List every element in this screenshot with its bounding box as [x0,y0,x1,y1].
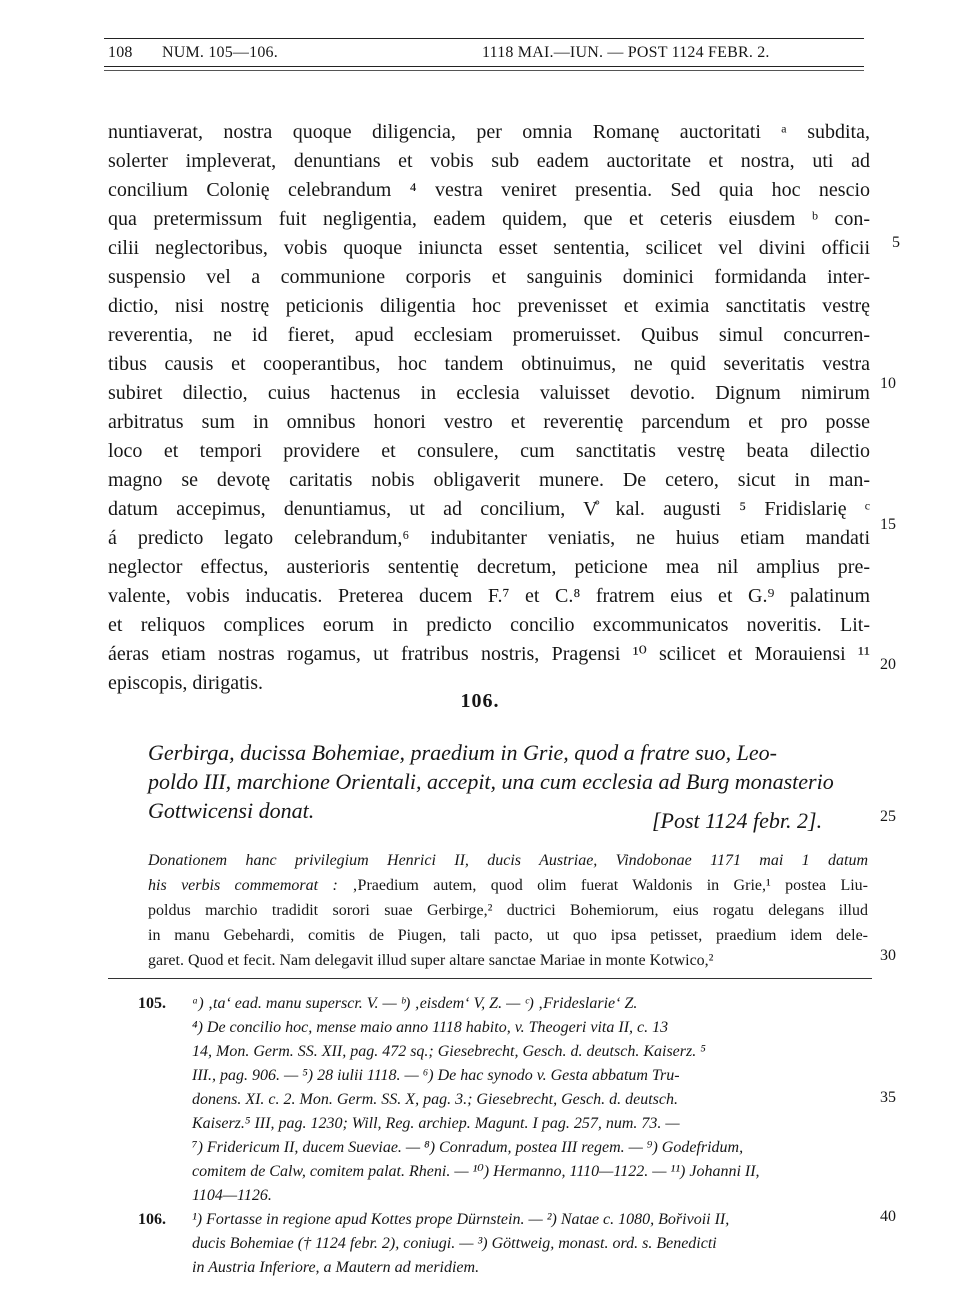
footnote-line: ducis Bohemiae († 1124 febr. 2), coniugi. — ³) Göttweig, monast. ord. s. Benedicti [192,1235,717,1252]
footnote-line: comitem de Calw, comitem palat. Rheni. — ¹⁰) Hermanno, 1110—1122. — ¹¹) Johanni II, [192,1163,760,1180]
line-number: 30 [880,947,896,964]
regest-line: Gerbirga, ducissa Bohemiae, praedium in Grie, quod a fratre suo, Leo- [148,740,777,765]
line-number: 40 [880,1208,896,1225]
document-numbers: NUM. 105—106. [162,44,278,61]
header-rule-bottom [104,66,864,67]
main-line: suspensio vel a communione corporis et sanguinis dominici formidanda inter- [108,266,870,288]
footnote-line: ᵃ) ‚ta‘ ead. manu superscr. V. — ᵇ) ‚eisdem‘ V, Z. — ᶜ) ‚Frideslarie‘ Z. [192,995,638,1012]
note-italic-phrase: his verbis commemorat : [148,877,338,894]
main-line: áeras etiam nostras rogamus, ut fratribus nostris, Pragensi ¹⁰ scilicet et Morauiensi ¹¹ [108,643,870,665]
footnotes-106 [138,1208,868,1280]
regest-line: poldo III, marchione Orientali, accepit, una cum ecclesia ad Burg monasterio [148,769,834,794]
line-number: 35 [880,1089,896,1106]
main-line: loco et tempori providere et consulere, cum sanctitatis vestrę beata dilectio [108,440,870,462]
main-line: arbitratus sum in omnibus honori vestro et reverentię parcendum et pro posse [108,411,870,433]
footnote-line: donens. XI. c. 2. Mon. Germ. SS. X, pag. 3.; Giesebrecht, Gesch. d. deutsch. [192,1091,678,1108]
page-number: 108 [108,44,133,61]
document-106-date: [Post 1124 febr. 2]. [652,808,823,833]
line-number: 25 [880,808,896,825]
main-line: magno se devotę caritatis nobis obligaverit munere. De cetero, sicut in man- [108,469,870,491]
main-line: neglector effectus, austerioris sententię decretum, peticione mea nil amplius pre- [108,556,870,578]
main-line: á predicto legato celebrandum,⁶ indubitanter veniatis, ne huius etiam mandati [108,527,870,549]
line-number: 10 [880,375,896,392]
note-line: in manu Gebehardi, comitis de Piugen, tali pacto, ut quo ipsa petisset, praedium idem dele- [148,927,868,944]
regest-line: Gottwicensi donat. [148,798,315,823]
footnote-separator [108,978,872,979]
footnote-line: ⁴) De concilio hoc, mense maio anno 1118 habito, v. Theogeri vita II, c. 13 [192,1019,669,1036]
footnote-line: ⁷) Fridericum II, ducem Sueviae. — ⁸) Conradum, postea III regem. — ⁹) Godefridum, [192,1139,744,1156]
document-106-regest [148,738,858,833]
running-header [104,38,864,66]
footnote-line: III., pag. 906. — ⁵) 28 iulii 1118. — ⁶) De hac synodo v. Gesta abbatum Tru- [192,1067,680,1084]
note-line: Donationem hanc privilegium Henrici II, ducis Austriae, Vindobonae 1171 mai 1 datum [148,852,868,869]
main-line: datum accepimus, denuntiamus, ut ad concilium, V̊ kal. augusti ⁵ Fridislarię ᶜ [108,498,870,520]
main-line: valente, vobis inducatis. Preterea ducem F.⁷ et C.⁸ fratrem eius et G.⁹ palatinum [108,585,870,607]
note-line: poldus marchio tradidit sorori suae Gerbirge,² ductrici Bohemiorum, eius rogatu delegans illud [148,902,868,919]
note-line: garet. Quod et fecit. Nam delegavit illud super altare sanctae Mariae in monte Kotwico,² [148,952,714,969]
header-date-range: 1118 MAI.—IUN. — POST 1124 FEBR. 2. [482,44,770,61]
footnote-line: Kaiserz.⁵ III, pag. 1230; Will, Reg. archiep. Magunt. I pag. 257, num. 73. — [192,1115,680,1132]
main-line: nuntiaverat, nostra quoque diligencia, per omnia Romanę auctoritati ᵃ subdita, [108,121,870,143]
footnote-label-105: 105. [138,995,166,1012]
line-number: 20 [880,656,896,673]
main-line: episcopis, dirigatis. [108,672,263,694]
line-number: 15 [880,516,896,533]
note-quote-start: ‚Praedium autem, quod olim fuerat Waldonis in Grie,¹ postea Liu- [337,877,868,894]
line-number: 5 [892,234,900,251]
footnote-line: ¹) Fortasse in regione apud Kottes prope Dürnstein. — ²) Natae c. 1080, Bořivoii II, [192,1211,730,1228]
main-line: et reliquos complices eorum in predicto concilio excommunicatos noveritis. Lit- [108,614,870,636]
main-line: dictio, nisi nostrę peticionis diligentia hoc prevenisset et eximia sanctitatis vestrę [108,295,870,317]
document-106-heading: 106. [460,690,500,712]
footnote-label-106: 106. [138,1211,166,1228]
main-text-block [108,118,870,698]
note-line [148,873,868,898]
main-line: concilium Colonię celebrandum ⁴ vestra veniret presentia. Sed quia hoc nescio [108,179,870,201]
main-line: qua pretermissum fuit negligentia, eadem quidem, que et ceteris eiusdem ᵇ con- [108,208,870,230]
footnote-line: 1104—1126. [192,1187,272,1204]
main-line: cilii neglectoribus, vobis quoque iniuncta esset sententia, scilicet vel divini officii [108,237,870,259]
footnote-line: in Austria Inferiore, a Mautern ad meridiem. [192,1259,480,1276]
main-line: solerter impleverat, denuntians et vobis sub eadem auctoritate et nostra, uti ad [108,150,870,172]
footnote-line: 14, Mon. Germ. SS. XII, pag. 472 sq.; Giesebrecht, Gesch. d. deutsch. Kaiserz. ⁵ [192,1043,706,1060]
header-rule-bottom-2 [104,70,864,71]
document-106-note [148,848,868,973]
footnotes-105 [138,992,868,1208]
main-line: reverentia, ne id fieret, apud ecclesiam promeruisset. Quibus simul concurren- [108,324,870,346]
main-line: tibus causis et cooperantibus, hoc tandem obtinuimus, ne quid severitatis vestra [108,353,870,375]
main-line: subiret dilectio, cuius hactenus in ecclesia valuisset devotio. Dignum nimirum [108,382,870,404]
